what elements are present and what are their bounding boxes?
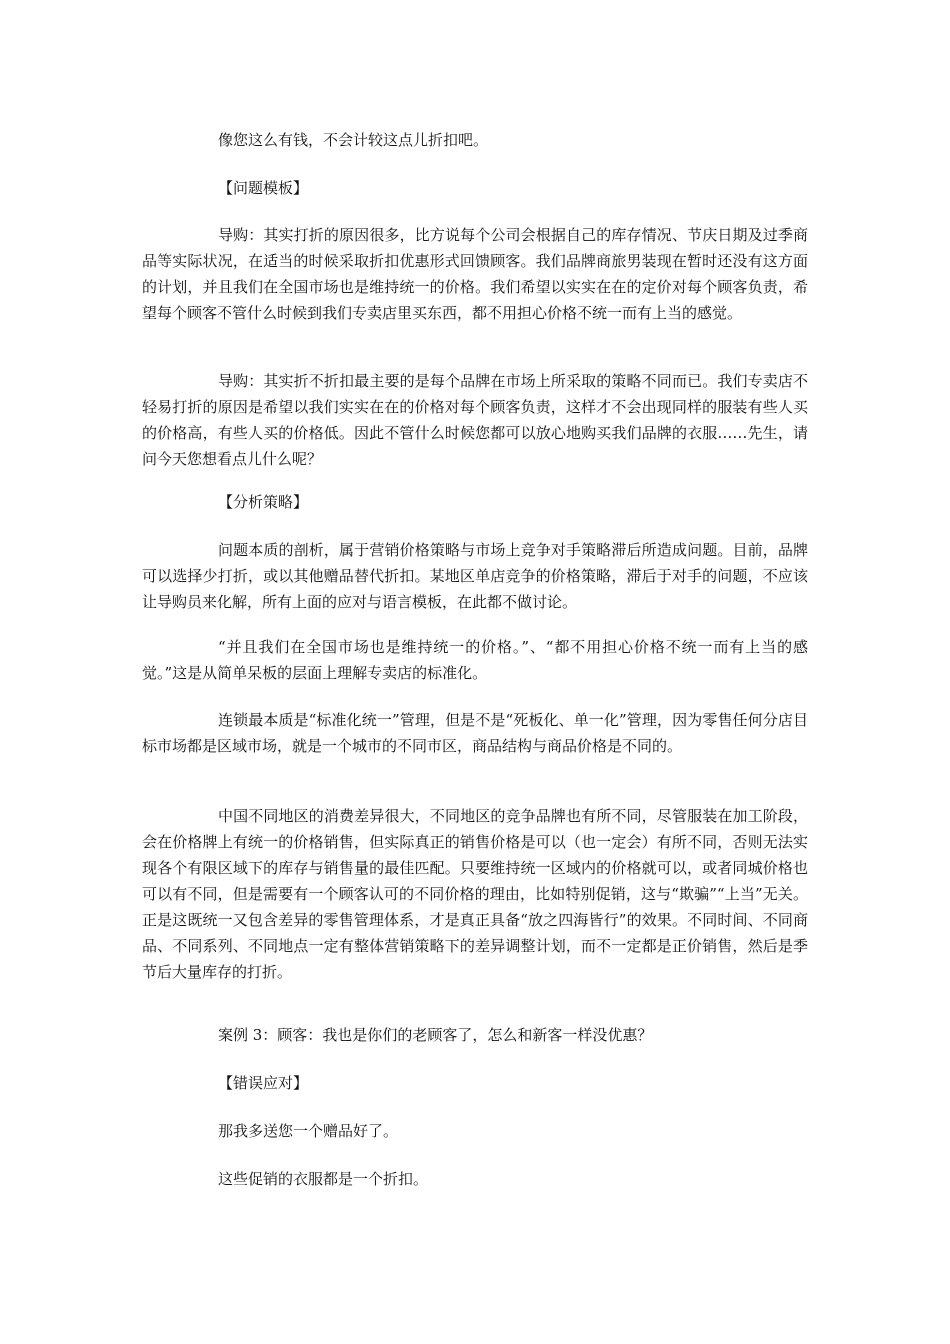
paragraph-8: 连锁最本质是“标准化统一”管理，但是不是“死板化、单一化”管理，因为零售任何分店目标市场都是区域市场，就是一个城市的不同市区，商品结构与商品价格是不同的。: [142, 711, 808, 755]
paragraph-7: “并且我们在全国市场也是维持统一的价格。”、“都不用担心价格不统一而有上当的感觉。”这是从简单呆板的层面上理解专卖店的标准化。: [142, 638, 808, 682]
paragraph-3: 导购：其实打折的原因很多，比方说每个公司会根据自己的库存情况、节庆日期及过季商品等实际状况，在适当的时候采取折扣优惠形式回馈顾客。我们品牌商旅男装现在暂时还没有这方面的计划，并且我们在全国市场也是维持统一的价格。我们希望以实实在在的定价对每个顾客负责，希望每个顾客不管什么时候到我们专卖店里买东西，都不用担心价格不统一而有上当的感觉。: [142, 226, 808, 322]
paragraph-1: 像您这么有钱，不会计较这点儿折扣吧。: [218, 131, 489, 149]
paragraph-6: 问题本质的剖析，属于营销价格策略与市场上竞争对手策略滞后所造成问题。目前，品牌可以选择少打折，或以其他赠品替代折扣。某地区单店竞争的价格策略，滞后于对手的问题，不应该让导购员来化解，所有上面的应对与语言模板，在此都不做讨论。: [142, 541, 808, 611]
paragraph-12: 那我多送您一个赠品好了。: [218, 1122, 399, 1140]
section-heading-wrong-response: 【错误应对】: [218, 1074, 309, 1092]
paragraph-13: 这些促销的衣服都是一个折扣。: [218, 1170, 429, 1188]
paragraph-4: 导购：其实折不折扣最主要的是每个品牌在市场上所采取的策略不同而已。我们专卖店不轻易打折的原因是希望以我们实实在在的价格对每个顾客负责，这样才不会出现同样的服装有些人买的价格高，有些人买的价格低。因此不管什么时候您都可以放心地购买我们品牌的衣服……先生，请问今天您想看点儿什么呢？: [142, 372, 808, 468]
section-heading-question-template: 【问题模板】: [218, 179, 309, 197]
paragraph-9: 中国不同地区的消费差异很大，不同地区的竞争品牌也有所不同，尽管服装在加工阶段，会在价格牌上有统一的价格销售，但实际真正的销售价格是可以（也一定会）有所不同，否则无法实现各个有限区域下的库存与销售量的最佳匹配。只要维持统一区域内的价格就可以，或者同城价格也可以有不同，但是需要有一个顾客认可的不同价格的理由，比如特别促销，这与“欺骗”“上当”无关。正是这既统一又包含差异的零售管理体系，才是真正具备“放之四海皆行”的效果。不同时间、不同商品、不同系列、不同地点一定有整体营销策略下的差异调整计划，而不一定都是正价销售，然后是季节后大量库存的打折。: [142, 807, 808, 981]
case-3-line: 案例 3：顾客：我也是你们的老顾客了，怎么和新客一样没优惠？: [218, 1026, 653, 1044]
section-heading-analysis-strategy: 【分析策略】: [218, 493, 309, 511]
